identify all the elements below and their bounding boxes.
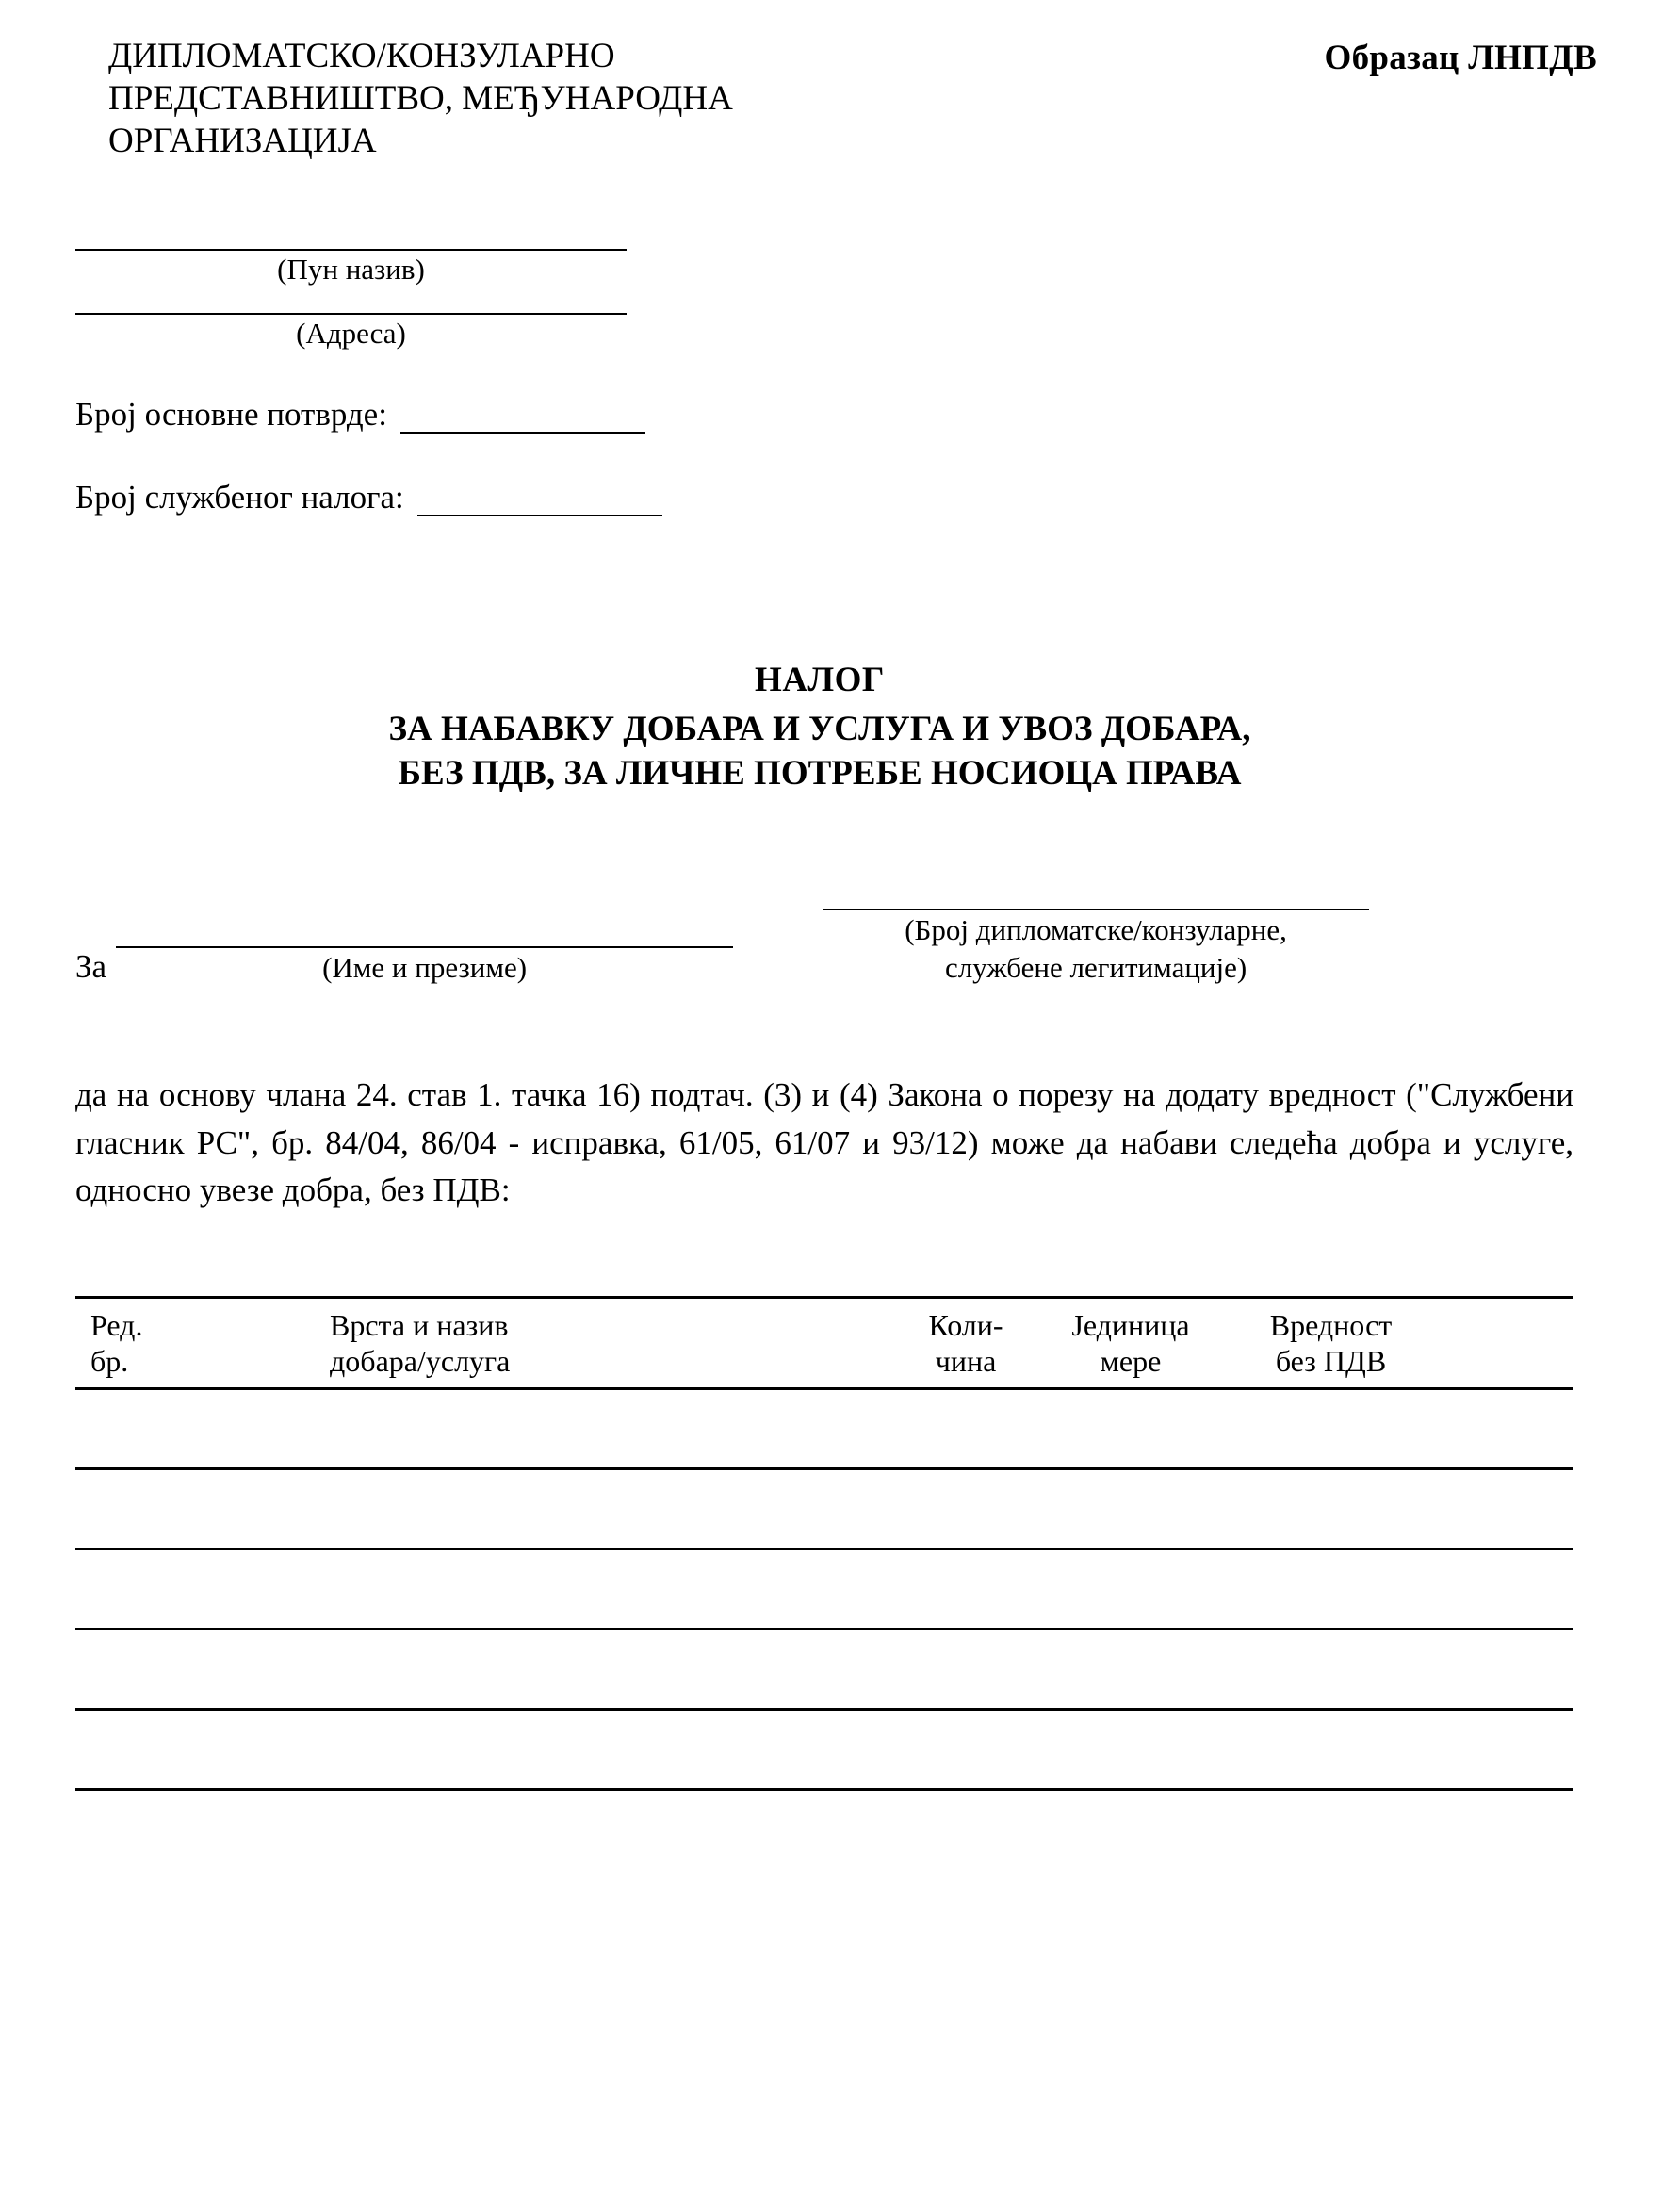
for-person-row: [75, 909, 1597, 984]
table-header-unit-line-2: мере: [1100, 1343, 1162, 1378]
official-order-number-input[interactable]: [417, 486, 662, 516]
address-field-block: [75, 313, 1597, 351]
table-row[interactable]: [75, 1390, 1573, 1470]
id-number-caption-line-1: (Број дипломатске/конзуларне,: [905, 913, 1287, 947]
table-header-description-line-1: Врста и назив: [330, 1308, 509, 1343]
table-header-value-line-1: Вредност: [1269, 1308, 1393, 1343]
goods-table: [75, 1296, 1573, 1791]
table-row[interactable]: [75, 1711, 1573, 1791]
table-header-value-line-2: без ПДВ: [1275, 1343, 1387, 1378]
document-title-line-1: НАЛОГ: [755, 661, 885, 700]
table-header-value: [1225, 1308, 1437, 1380]
table-row[interactable]: [75, 1630, 1573, 1711]
table-header-ordinal-line-1: Ред.: [90, 1308, 143, 1343]
id-number-caption-line-2: службене легитимације): [944, 950, 1247, 984]
id-number-field-block: [823, 909, 1369, 984]
table-row[interactable]: [75, 1550, 1573, 1630]
document-title: [42, 658, 1597, 795]
document-title-line-2: ЗА НАБАВКУ ДОБАРА И УСЛУГА И УВОЗ ДОБАРА,: [388, 709, 1251, 748]
table-header-description-line-2: добара/услуга: [330, 1343, 511, 1378]
basic-certificate-number-row: [75, 396, 1597, 434]
legal-basis-paragraph: да на основу члана 24. став 1. тачка 16) подтач. (3) и (4) Закона о порезу на додату вредност ("Службени гласник РС", бр. 84/04, 86/04 - исправка, 61/05, 61/07 и 93/12) може да набави следећа добра и услуге, односно увезе добра, без ПДВ:: [75, 1075, 1573, 1209]
person-name-caption: (Име и презиме): [322, 950, 528, 984]
table-header-ordinal-line-2: бр.: [90, 1343, 129, 1378]
full-name-field-block: [75, 249, 1597, 287]
document-title-line-3: БЕЗ ПДВ, ЗА ЛИЧНЕ ПОТРЕБЕ НОСИОЦА ПРАВА: [398, 754, 1242, 794]
full-name-caption: (Пун назив): [277, 253, 425, 287]
table-header-ordinal: [75, 1308, 330, 1380]
table-header-quantity: [895, 1308, 1036, 1380]
person-name-field-block: [116, 946, 733, 985]
organization-heading: [108, 35, 956, 162]
basic-certificate-number-input[interactable]: [400, 403, 645, 434]
official-order-number-row: [75, 479, 1597, 516]
table-header-quantity-line-2: чина: [935, 1343, 997, 1378]
organization-heading-line-1: ДИПЛОМАТСКО/КОНЗУЛАРНО: [108, 37, 615, 75]
table-row[interactable]: [75, 1470, 1573, 1550]
table-header-description: [330, 1308, 895, 1380]
table-header-row: [75, 1299, 1573, 1390]
address-caption: (Адреса): [296, 317, 406, 351]
organization-heading-line-3: ОРГАНИЗАЦИЈА: [108, 122, 377, 161]
table-header-unit: [1036, 1308, 1225, 1380]
form-code: Образац ЛНПДВ: [1324, 39, 1597, 77]
table-header-quantity-line-1: Коли-: [928, 1308, 1003, 1343]
table-header-unit-line-1: Јединица: [1071, 1308, 1190, 1343]
basic-certificate-number-label: Број основне потврде:: [75, 396, 387, 434]
official-order-number-label: Број службеног налога:: [75, 479, 404, 516]
for-label: За: [75, 947, 107, 985]
organization-heading-line-2: ПРЕДСТАВНИШТВО, МЕЂУНАРОДНА: [108, 79, 733, 119]
